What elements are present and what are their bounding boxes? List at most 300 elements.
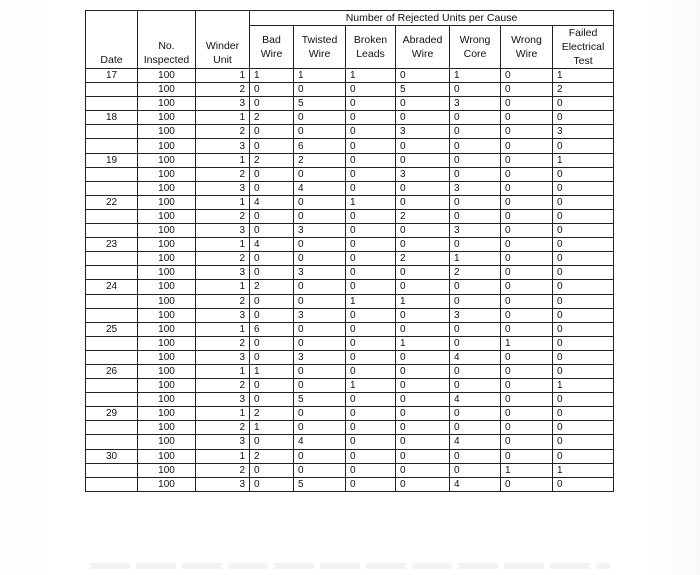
cell-rejected-count: 0 [346,364,396,378]
cell-rejected-count: 0 [501,294,553,308]
cell-rejected-count: 0 [553,252,614,266]
column-header-date [86,26,138,69]
cell-rejected-count: 1 [250,421,294,435]
faded-text-line [90,563,610,569]
cell-rejected-count: 0 [346,350,396,364]
header-blank-unit [196,11,250,26]
table-row [86,252,614,266]
cell-winder-unit: 3 [196,97,250,111]
cell-rejected-count: 0 [450,209,501,223]
cell-rejected-count: 3 [396,125,450,139]
cell-date: 23 [86,238,138,252]
table-row [86,294,614,308]
cell-rejected-count: 0 [250,181,294,195]
cell-inspected: 100 [138,435,196,449]
cell-rejected-count: 0 [396,139,450,153]
cell-rejected-count: 1 [346,69,396,83]
cell-inspected: 100 [138,280,196,294]
cell-winder-unit: 1 [196,407,250,421]
cell-rejected-count: 0 [396,379,450,393]
cell-rejected-count: 0 [501,111,553,125]
cell-rejected-count: 3 [294,350,346,364]
cell-rejected-count: 2 [250,280,294,294]
table-row [86,421,614,435]
cell-rejected-count: 0 [250,336,294,350]
cause-label-line1: Wrong [511,34,542,46]
cell-rejected-count: 0 [553,407,614,421]
cell-rejected-count: 2 [250,153,294,167]
cell-rejected-count: 0 [450,421,501,435]
cell-winder-unit: 2 [196,379,250,393]
cell-rejected-count: 0 [250,83,294,97]
cell-rejected-count: 0 [501,181,553,195]
cell-rejected-count: 1 [450,69,501,83]
cell-rejected-count: 2 [450,266,501,280]
cell-date [86,224,138,238]
cell-rejected-count: 1 [396,336,450,350]
cell-rejected-count: 5 [294,477,346,491]
cell-date: 19 [86,153,138,167]
cell-inspected: 100 [138,224,196,238]
cell-rejected-count: 4 [250,238,294,252]
cell-winder-unit: 2 [196,252,250,266]
rejected-units-table [85,10,614,492]
cell-rejected-count: 0 [396,350,450,364]
cell-inspected: 100 [138,167,196,181]
cell-rejected-count: 0 [450,167,501,181]
cell-winder-unit: 1 [196,153,250,167]
cell-inspected: 100 [138,111,196,125]
cell-rejected-count: 0 [501,139,553,153]
cell-rejected-count: 0 [501,224,553,238]
cell-rejected-count: 0 [501,477,553,491]
cause-label-line2: Core [463,48,487,60]
cell-rejected-count: 3 [450,308,501,322]
cell-rejected-count: 1 [346,294,396,308]
cell-rejected-count: 3 [294,224,346,238]
cell-rejected-count: 0 [553,393,614,407]
cell-rejected-count: 2 [396,252,450,266]
cell-rejected-count: 0 [553,308,614,322]
cell-rejected-count: 0 [346,421,396,435]
cell-rejected-count: 0 [553,97,614,111]
cell-rejected-count: 1 [553,153,614,167]
cell-rejected-count: 0 [294,463,346,477]
cell-rejected-count: 0 [553,238,614,252]
cell-winder-unit: 2 [196,336,250,350]
cell-rejected-count: 0 [250,435,294,449]
cell-inspected: 100 [138,294,196,308]
cell-rejected-count: 0 [450,294,501,308]
cell-date [86,350,138,364]
cell-rejected-count: 1 [553,379,614,393]
cell-date: 30 [86,449,138,463]
cell-winder-unit: 1 [196,449,250,463]
cell-rejected-count: 0 [346,322,396,336]
cell-rejected-count: 1 [553,69,614,83]
cell-rejected-count: 0 [250,350,294,364]
cause-label-line1: Abraded [402,34,443,46]
cell-rejected-count: 0 [346,83,396,97]
cell-rejected-count: 0 [250,224,294,238]
cell-rejected-count: 0 [396,421,450,435]
cell-inspected: 100 [138,83,196,97]
cell-rejected-count: 0 [450,238,501,252]
cell-rejected-count: 0 [501,97,553,111]
cell-date [86,308,138,322]
cause-label-line1: Bad [262,34,281,46]
cell-winder-unit: 3 [196,308,250,322]
cell-rejected-count: 1 [250,69,294,83]
cell-date [86,421,138,435]
cell-rejected-count: 0 [501,407,553,421]
cell-rejected-count: 3 [294,308,346,322]
cell-inspected: 100 [138,463,196,477]
cell-winder-unit: 3 [196,435,250,449]
cell-rejected-count: 0 [450,322,501,336]
cell-inspected: 100 [138,125,196,139]
cell-rejected-count: 1 [501,336,553,350]
cell-inspected: 100 [138,238,196,252]
cell-date [86,97,138,111]
cell-rejected-count: 0 [553,195,614,209]
table-row [86,308,614,322]
cell-rejected-count: 0 [346,435,396,449]
cell-date [86,266,138,280]
cell-date: 26 [86,364,138,378]
cell-rejected-count: 0 [553,449,614,463]
cell-date [86,294,138,308]
cell-rejected-count: 0 [346,153,396,167]
cell-rejected-count: 0 [346,125,396,139]
cell-rejected-count: 2 [250,449,294,463]
cell-rejected-count: 3 [396,167,450,181]
cell-rejected-count: 0 [294,421,346,435]
column-header-date-label: Date [100,54,123,66]
column-header-abraded-wire [396,26,450,69]
cell-rejected-count: 0 [346,111,396,125]
cell-inspected: 100 [138,379,196,393]
column-header-inspected-line2: Inspected [143,54,190,66]
header-columns-row [86,26,614,69]
cell-rejected-count: 0 [294,322,346,336]
cell-date [86,435,138,449]
cell-inspected: 100 [138,308,196,322]
table-row [86,379,614,393]
cell-rejected-count: 2 [250,407,294,421]
table-row [86,407,614,421]
cell-rejected-count: 0 [553,350,614,364]
cell-rejected-count: 0 [501,379,553,393]
cell-inspected: 100 [138,181,196,195]
column-header-wrong-core [450,26,501,69]
cell-rejected-count: 1 [396,294,450,308]
cell-rejected-count: 0 [294,379,346,393]
cause-label-line2: Leads [356,48,385,60]
cell-rejected-count: 0 [501,167,553,181]
cell-rejected-count: 0 [450,111,501,125]
table-row [86,435,614,449]
cell-rejected-count: 0 [501,308,553,322]
table-row [86,449,614,463]
cell-date [86,477,138,491]
table-row [86,336,614,350]
cell-rejected-count: 0 [396,407,450,421]
cause-label-line2: Wire [260,48,283,60]
cell-rejected-count: 4 [450,350,501,364]
cell-rejected-count: 0 [294,407,346,421]
cell-rejected-count: 0 [294,336,346,350]
cell-winder-unit: 3 [196,393,250,407]
cause-label-line2: Wire [411,48,434,60]
cell-rejected-count: 0 [346,266,396,280]
column-header-winder-unit [196,26,250,69]
cell-rejected-count: 0 [346,209,396,223]
cell-inspected: 100 [138,477,196,491]
cell-rejected-count: 0 [450,83,501,97]
cell-rejected-count: 0 [501,266,553,280]
cell-rejected-count: 0 [450,407,501,421]
table-row [86,111,614,125]
cell-rejected-count: 0 [250,393,294,407]
cell-rejected-count: 0 [396,181,450,195]
cell-date: 25 [86,322,138,336]
cell-rejected-count: 0 [501,125,553,139]
cell-rejected-count: 0 [294,111,346,125]
column-header-unit-line1: Winder [205,40,240,52]
cell-rejected-count: 3 [450,224,501,238]
cell-date [86,181,138,195]
cell-rejected-count: 0 [450,153,501,167]
cell-rejected-count: 0 [294,83,346,97]
cell-rejected-count: 0 [396,477,450,491]
cause-label-line1: Twisted [301,34,338,46]
column-header-inspected-line1: No. [158,40,175,52]
cell-rejected-count: 0 [553,139,614,153]
cell-rejected-count: 0 [450,195,501,209]
cell-inspected: 100 [138,139,196,153]
column-header-twisted-wire [294,26,346,69]
table-row [86,153,614,167]
cell-rejected-count: 0 [553,294,614,308]
cell-rejected-count: 0 [396,69,450,83]
cell-rejected-count: 0 [553,280,614,294]
cell-inspected: 100 [138,449,196,463]
cell-date [86,125,138,139]
cell-inspected: 100 [138,97,196,111]
cell-winder-unit: 1 [196,364,250,378]
cell-winder-unit: 3 [196,477,250,491]
cell-date [86,209,138,223]
cell-inspected: 100 [138,407,196,421]
cell-rejected-count: 0 [396,280,450,294]
cell-rejected-count: 4 [294,181,346,195]
cell-rejected-count: 0 [250,125,294,139]
cause-label-line1: Wrong [459,34,491,46]
cell-rejected-count: 0 [450,139,501,153]
cell-rejected-count: 0 [450,379,501,393]
cell-date: 22 [86,195,138,209]
cell-rejected-count: 4 [450,435,501,449]
cell-rejected-count: 5 [294,393,346,407]
cell-rejected-count: 0 [250,477,294,491]
cell-rejected-count: 4 [294,435,346,449]
table-row [86,322,614,336]
table-row [86,83,614,97]
cell-date: 29 [86,407,138,421]
cell-inspected: 100 [138,336,196,350]
cell-rejected-count: 0 [553,167,614,181]
cell-winder-unit: 2 [196,294,250,308]
cell-rejected-count: 2 [396,209,450,223]
cell-rejected-count: 2 [294,153,346,167]
cell-rejected-count: 0 [450,463,501,477]
cell-rejected-count: 1 [346,379,396,393]
cell-rejected-count: 0 [553,336,614,350]
cell-rejected-count: 1 [450,252,501,266]
cell-rejected-count: 3 [294,266,346,280]
cell-rejected-count: 0 [346,477,396,491]
cell-rejected-count: 0 [553,224,614,238]
column-header-failed-electrical-test [553,26,614,69]
cell-winder-unit: 1 [196,111,250,125]
cell-rejected-count: 0 [501,364,553,378]
cell-inspected: 100 [138,195,196,209]
cell-rejected-count: 0 [294,280,346,294]
cell-inspected: 100 [138,69,196,83]
cell-inspected: 100 [138,209,196,223]
cell-rejected-count: 0 [250,266,294,280]
cell-rejected-count: 0 [450,125,501,139]
cell-rejected-count: 6 [250,322,294,336]
column-header-unit-line2: Unit [213,54,232,66]
cell-rejected-count: 0 [501,350,553,364]
cell-date [86,167,138,181]
cell-date [86,336,138,350]
cell-rejected-count: 0 [250,97,294,111]
cell-rejected-count: 0 [250,308,294,322]
table-row [86,364,614,378]
cell-rejected-count: 0 [396,364,450,378]
cell-rejected-count: 0 [553,181,614,195]
table-row [86,125,614,139]
cell-rejected-count: 0 [501,195,553,209]
table-row [86,238,614,252]
cell-rejected-count: 0 [346,463,396,477]
table-row [86,280,614,294]
cell-rejected-count: 0 [501,421,553,435]
cell-winder-unit: 1 [196,69,250,83]
header-group-row [86,11,614,26]
cell-rejected-count: 0 [501,83,553,97]
cell-winder-unit: 1 [196,238,250,252]
column-header-bad-wire [250,26,294,69]
table-row [86,97,614,111]
cell-rejected-count: 0 [396,97,450,111]
cell-rejected-count: 0 [553,477,614,491]
cell-rejected-count: 1 [501,463,553,477]
table-row [86,181,614,195]
cell-rejected-count: 4 [250,195,294,209]
cell-rejected-count: 1 [553,463,614,477]
cell-rejected-count: 0 [396,393,450,407]
cell-inspected: 100 [138,153,196,167]
cell-winder-unit: 3 [196,350,250,364]
cell-rejected-count: 0 [396,266,450,280]
column-header-broken-leads [346,26,396,69]
table-row [86,69,614,83]
cell-rejected-count: 0 [346,181,396,195]
cell-rejected-count: 0 [250,379,294,393]
cell-winder-unit: 3 [196,139,250,153]
cell-rejected-count: 0 [501,322,553,336]
cell-winder-unit: 1 [196,322,250,336]
cell-date [86,83,138,97]
group-header-title: Number of Rejected Units per Cause [250,11,614,26]
cell-winder-unit: 2 [196,421,250,435]
cause-label-line1: Failed [568,27,598,39]
cell-rejected-count: 0 [346,336,396,350]
cell-date: 24 [86,280,138,294]
cause-label-line2: Wire [308,48,331,60]
cell-rejected-count: 3 [553,125,614,139]
cell-rejected-count: 0 [450,449,501,463]
cell-date [86,139,138,153]
cell-winder-unit: 2 [196,83,250,97]
cell-winder-unit: 3 [196,266,250,280]
cell-rejected-count: 0 [346,139,396,153]
cell-rejected-count: 4 [450,477,501,491]
cell-rejected-count: 0 [250,252,294,266]
cell-rejected-count: 0 [501,280,553,294]
cell-inspected: 100 [138,252,196,266]
cause-label-line2: Electrical [561,41,605,53]
cell-rejected-count: 0 [346,407,396,421]
cell-rejected-count: 0 [396,322,450,336]
cell-rejected-count: 6 [294,139,346,153]
table-body [86,69,614,492]
cell-rejected-count: 0 [501,252,553,266]
table-row [86,209,614,223]
cell-inspected: 100 [138,364,196,378]
cell-rejected-count: 0 [450,336,501,350]
cell-rejected-count: 0 [553,421,614,435]
cell-rejected-count: 0 [346,97,396,111]
cell-rejected-count: 0 [553,435,614,449]
cause-label-line3: Test [573,55,593,67]
table-row [86,393,614,407]
cell-rejected-count: 0 [294,238,346,252]
cell-inspected: 100 [138,350,196,364]
cell-rejected-count: 5 [396,83,450,97]
cell-winder-unit: 3 [196,181,250,195]
cell-rejected-count: 0 [294,449,346,463]
column-header-wrong-wire [501,26,553,69]
cell-date [86,463,138,477]
cell-rejected-count: 0 [450,280,501,294]
cell-inspected: 100 [138,322,196,336]
cell-winder-unit: 3 [196,224,250,238]
cell-rejected-count: 0 [294,167,346,181]
cell-rejected-count: 0 [501,449,553,463]
table-row [86,224,614,238]
cell-rejected-count: 0 [553,266,614,280]
cell-date: 17 [86,69,138,83]
cell-inspected: 100 [138,421,196,435]
cell-rejected-count: 0 [553,209,614,223]
cell-rejected-count: 3 [450,97,501,111]
cell-rejected-count: 0 [346,449,396,463]
